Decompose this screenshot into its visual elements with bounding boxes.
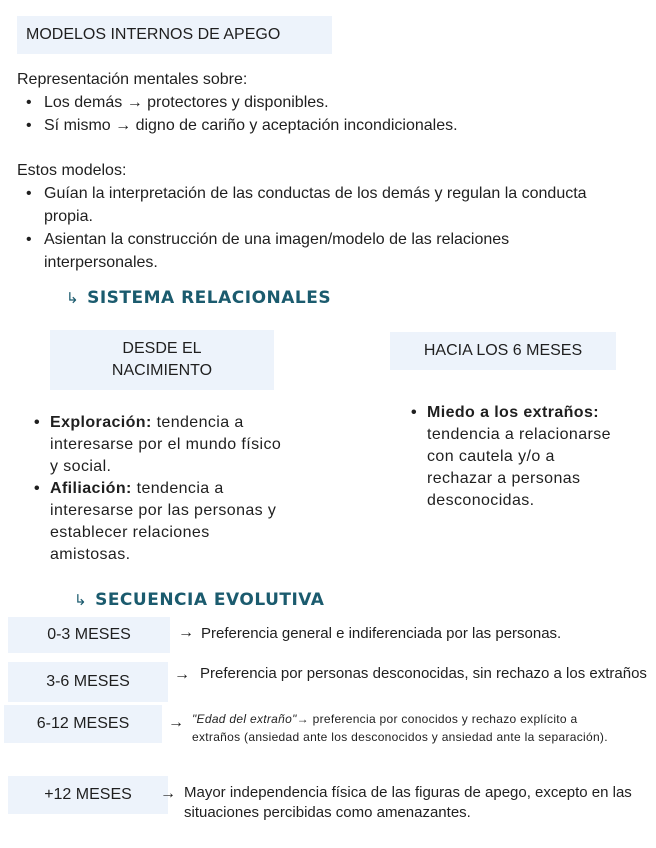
models-lead: Estos modelos: <box>17 162 127 179</box>
list-item-affiliation <box>28 478 290 566</box>
desc-affiliation: tendencia a interesarse por las personas y establecer relaciones amistosas. <box>50 480 277 563</box>
sequence-row-3-6 <box>8 662 650 702</box>
right-arrow-icon: → <box>178 624 194 641</box>
section-heading-relational-text: SISTEMA RELACIONALES <box>87 288 332 308</box>
box-six-months-text: HACIA LOS 6 MESES <box>423 342 583 359</box>
intro-lead: Representación mentales sobre: <box>17 71 248 88</box>
sequence-text-rest: → preferencia por conocidos y rechazo explícito a extraños (ansiedad ante los desconocidos y ansiedad ante la separación). <box>192 712 608 744</box>
models-item-construction: • Asientan la construcción de una imagen/modelo de las relaciones interpersonales. <box>17 228 627 274</box>
page-title-text: MODELOS INTERNOS DE APEGO <box>26 26 281 43</box>
left-column-list <box>28 412 290 566</box>
intro-item-self: • Sí mismo → digno de cariño y aceptación incondicionales. <box>17 114 637 137</box>
sequence-text: Preferencia por personas desconocidas, sin rechazo a los extraños <box>200 665 647 682</box>
stranger-age-quote: "Edad del extraño" <box>192 712 297 726</box>
sequence-text <box>192 710 612 746</box>
term-affiliation: Afiliación: <box>50 480 132 497</box>
sequence-row-0-3 <box>8 617 648 653</box>
sequence-text: Mayor independencia física de las figuras de apego, excepto en las situaciones percibidas como amenazantes. <box>184 784 632 821</box>
section-heading-relational <box>66 288 331 308</box>
intro-item-others: • Los demás → protectores y disponibles. <box>17 91 637 114</box>
intro-section <box>17 68 637 137</box>
box-from-birth <box>50 330 274 390</box>
sequence-row-6-12 <box>4 705 644 746</box>
term-exploration: Exploración: <box>50 414 152 431</box>
list-item-stranger-fear <box>405 402 613 512</box>
return-arrow-icon: ↳ <box>66 289 80 307</box>
sequence-label: 0-3 MESES <box>8 617 170 653</box>
models-list <box>17 182 627 274</box>
box-six-months <box>390 332 616 370</box>
return-arrow-icon: ↳ <box>74 591 88 609</box>
page-title <box>17 16 332 54</box>
right-arrow-icon: → <box>160 785 176 802</box>
sequence-label: +12 MESES <box>8 776 168 814</box>
sequence-row-12-plus <box>8 776 648 823</box>
desc-stranger-fear: tendencia a relacionarse con cautela y/o a rechazar a personas desconocidas. <box>427 426 611 509</box>
term-stranger-fear: Miedo a los extraños: <box>427 404 599 421</box>
sequence-label: 3-6 MESES <box>8 662 168 702</box>
sequence-text: Preferencia general e indiferenciada por las personas. <box>201 625 562 642</box>
box-from-birth-text: DESDE EL NACIMIENTO <box>111 340 213 379</box>
right-arrow-icon: → <box>168 714 184 731</box>
intro-list <box>17 91 637 137</box>
models-item-interpretation: • Guían la interpretación de las conductas de los demás y regulan la conducta propia. <box>17 182 627 228</box>
section-heading-sequence <box>74 590 324 610</box>
list-item-exploration <box>28 412 290 478</box>
section-heading-sequence-text: SECUENCIA EVOLUTIVA <box>95 590 325 610</box>
desc-exploration: tendencia a interesarse por el mundo físico y social. <box>50 414 282 475</box>
models-section <box>17 159 627 274</box>
right-column-list <box>405 402 613 512</box>
sequence-label: 6-12 MESES <box>4 705 162 743</box>
right-arrow-icon: → <box>174 666 190 683</box>
